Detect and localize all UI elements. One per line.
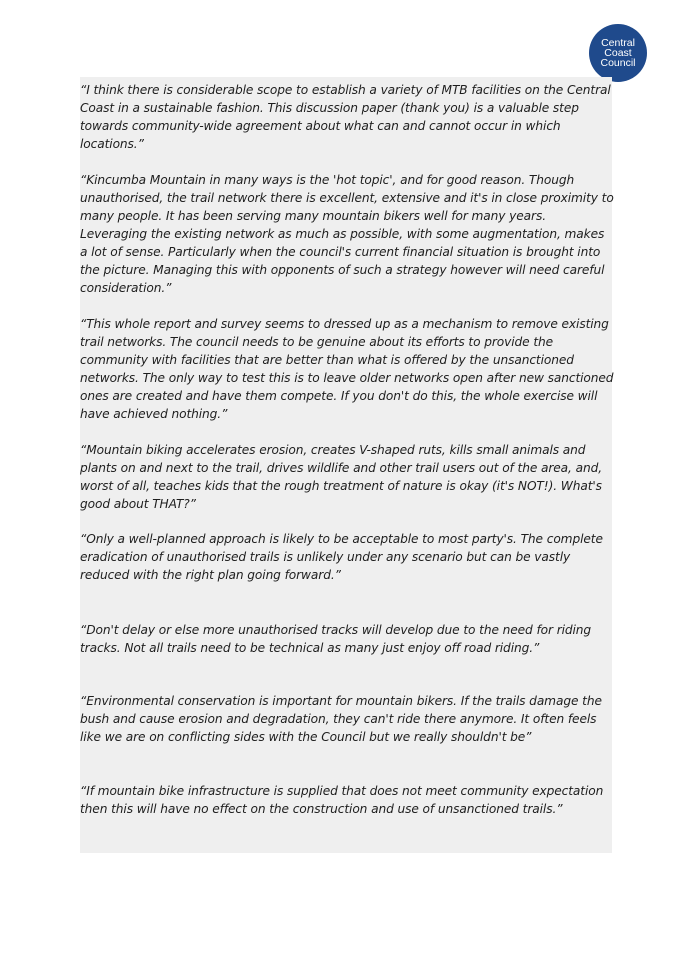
- logo-line-1: Central: [601, 37, 635, 49]
- quote-7: “Environmental conservation is important for mountain bikers. If the trails damage the bush and cause erosion and degradation, they can't ride there anymore. It often feels like we are on conflicting sides with the Council but we really shouldn't be”: [80, 694, 602, 744]
- quote-6: “Don't delay or else more unauthorised tracks will develop due to the need for riding tracks. Not all trails need to be technical as many just enjoy off road riding.”: [80, 623, 592, 655]
- quote-8: “If mountain bike infrastructure is supplied that does not meet community expectation then this will have no effect on the construction and use of unsanctioned trails.”: [80, 784, 604, 816]
- quote-5: “Only a well-planned approach is likely to be acceptable to most party's. The complete eradication of unauthorised trails is unlikely under any scenario but can be vastly reduced with the right plan going forward.”: [80, 532, 603, 582]
- central-coast-council-logo: [589, 24, 647, 82]
- logo-line-2: Coast: [604, 47, 632, 59]
- quote-2: “Kincumba Mountain in many ways is the 'hot topic', and for good reason. Though unauthorised, the trail network there is excellent, extensive and it's in close proximity to many people. It has been serving many mountain bikers well for many years. Leveraging the existing network as much as possible, with some augmentation, makes a lot of sense. Particularly when the council's current financial situation is brought into the picture. Managing this with opponents of such a strategy however will need careful consideration.”: [80, 173, 614, 295]
- quotes-panel: [80, 77, 612, 853]
- quote-1: “I think there is considerable scope to establish a variety of MTB facilities on the Central Coast in a sustainable fashion. This discussion paper (thank you) is a valuable step towards community-wide agreement about what can and cannot occur in which locations.”: [80, 83, 611, 151]
- quote-4: “Mountain biking accelerates erosion, creates V-shaped ruts, kills small animals and plants on and next to the trail, drives wildlife and other trail users out of the area, and, worst of all, teaches kids that the rough treatment of nature is okay (it's NOT!). What's good about THAT?”: [80, 443, 602, 511]
- quote-3: “This whole report and survey seems to dressed up as a mechanism to remove existing trail networks. The council needs to be genuine about its efforts to provide the community with facilities that are better than what is offered by the unsanctioned networks. The only way to test this is to leave older networks open after new sanctioned ones are created and have them compete. If you don't do this, the whole exercise will have achieved nothing.”: [80, 317, 614, 421]
- logo-line-3: Council: [600, 57, 636, 69]
